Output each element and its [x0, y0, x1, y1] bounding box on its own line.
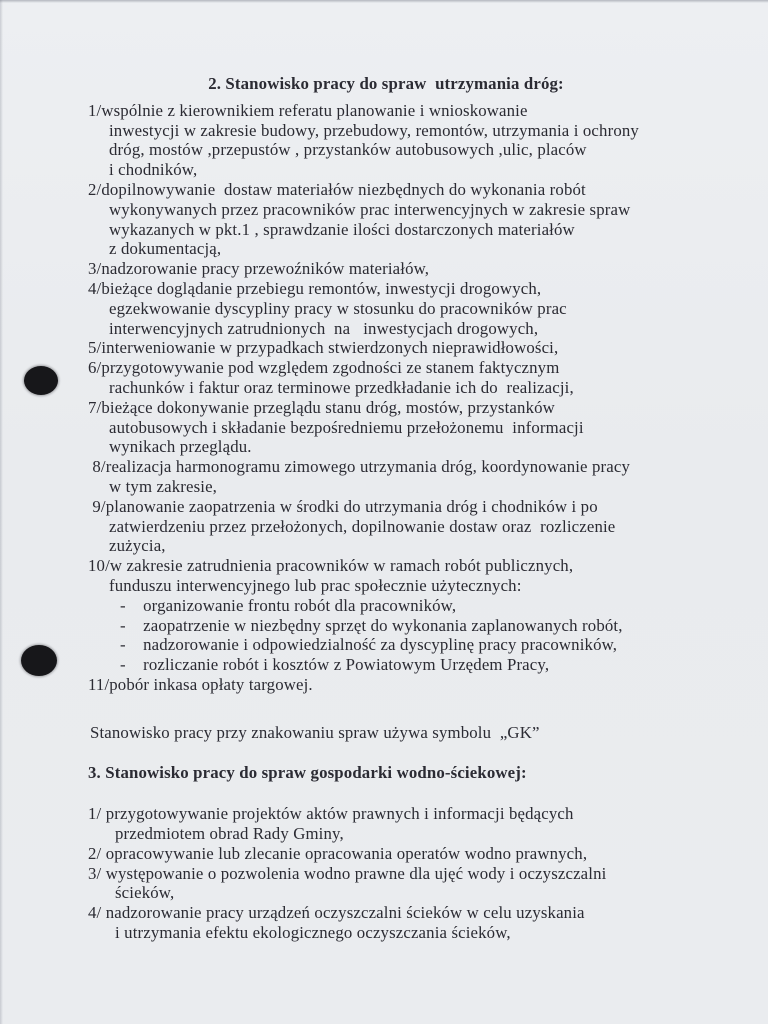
text-line: autobusowych i składanie bezpośredniemu przełożonemu informacji [109, 417, 584, 437]
text-line: 5/interweniowanie w przypadkach stwierdzonych nieprawidłowości, [88, 338, 559, 358]
text-line: ścieków, [115, 883, 175, 903]
bullet-line: - rozliczanie robót i kosztów z Powiatowym Urzędem Pracy, [120, 655, 550, 675]
text-line: dróg, mostów ,przepustów , przystanków autobusowych ,ulic, placów [109, 140, 587, 160]
symbol-note-paragraph: Stanowisko pracy przy znakowaniu spraw używa symbolu „GK” [90, 722, 540, 742]
text-line: wykazanych w pkt.1 , sprawdzanie ilości dostarczonych materiałów [109, 219, 575, 239]
text-line: 7/bieżące dokonywanie przeglądu stanu dróg, mostów, przystanków [88, 397, 555, 417]
text-line: w tym zakresie, [109, 476, 218, 496]
text-line: 11/pobór inkasa opłaty targowej. [88, 674, 313, 694]
text-line: 3/nadzorowanie pracy przewoźników materiałów, [88, 259, 430, 279]
punch-hole-top [24, 366, 58, 395]
text-line: interwencyjnych zatrudnionych na inwestycjach drogowych, [109, 318, 539, 338]
text-line: zatwierdzeniu przez przełożonych, dopilnowanie dostaw oraz rozliczenie [109, 516, 616, 536]
text-line: 1/wspólnie z kierownikiem referatu planowanie i wnioskowanie [88, 100, 528, 120]
text-line: funduszu interwencyjnego lub prac społecznie użytecznych: [109, 575, 522, 595]
text-line: i chodników, [109, 160, 198, 180]
text-line: egzekwowanie dyscypliny pracy w stosunku do pracowników prac [109, 298, 567, 318]
bullet-line: - zaopatrzenie w niezbędny sprzęt do wykonania zaplanowanych robót, [120, 615, 623, 635]
text-line: przedmiotem obrad Rady Gminy, [115, 824, 344, 844]
text-line: 10/w zakresie zatrudnienia pracowników w ramach robót publicznych, [88, 556, 574, 576]
text-line: 6/przygotowywanie pod względem zgodności ze stanem faktycznym [88, 358, 560, 378]
text-line: 8/realizacja harmonogramu zimowego utrzymania dróg, koordynowanie pracy [88, 457, 631, 477]
text-line: wynikach przeglądu. [109, 437, 252, 457]
text-line: 2/dopilnowywanie dostaw materiałów niezbędnych do wykonania robót [88, 179, 586, 199]
text-line: z dokumentacją, [109, 239, 222, 259]
scan-top-edge-shadow [0, 0, 768, 3]
text-line: 9/planowanie zaopatrzenia w środki do utrzymania dróg i chodników i po [88, 496, 598, 516]
bullet-line: - organizowanie frontu robót dla pracowników, [120, 595, 457, 615]
section-heading: 3. Stanowisko pracy do spraw gospodarki wodno-ściekowej: [88, 762, 527, 782]
text-line: i utrzymania efektu ekologicznego oczyszczania ścieków, [115, 923, 511, 943]
text-line: 4/ nadzorowanie pracy urządzeń oczyszczalni ścieków w celu uzyskania [88, 903, 585, 923]
text-line: 3/ występowanie o pozwolenia wodno prawne dla ujęć wody i oczyszczalni [88, 863, 607, 883]
text-line: inwestycji w zakresie budowy, przebudowy, remontów, utrzymania i ochrony [109, 120, 639, 140]
text-line: wykonywanych przez pracowników prac interwencyjnych w zakresie spraw [109, 199, 631, 219]
text-line: zużycia, [109, 536, 166, 556]
text-block [88, 74, 730, 943]
section-heading: 2. Stanowisko pracy do spraw utrzymania dróg: [208, 74, 564, 93]
text-line: 1/ przygotowywanie projektów aktów prawnych i informacji będących [88, 804, 574, 824]
scan-left-edge-shadow [0, 0, 3, 1024]
text-line: 2/ opracowywanie lub zlecanie opracowania operatów wodno prawnych, [88, 843, 588, 863]
text-line: rachunków i faktur oraz terminowe przedkładanie ich do realizacji, [109, 377, 574, 397]
punch-hole-bottom [21, 645, 57, 676]
text-line: 4/bieżące doglądanie przebiegu remontów, inwestycji drogowych, [88, 278, 542, 298]
bullet-line: - nadzorowanie i odpowiedzialność za dyscyplinę pracy pracowników, [120, 635, 618, 655]
